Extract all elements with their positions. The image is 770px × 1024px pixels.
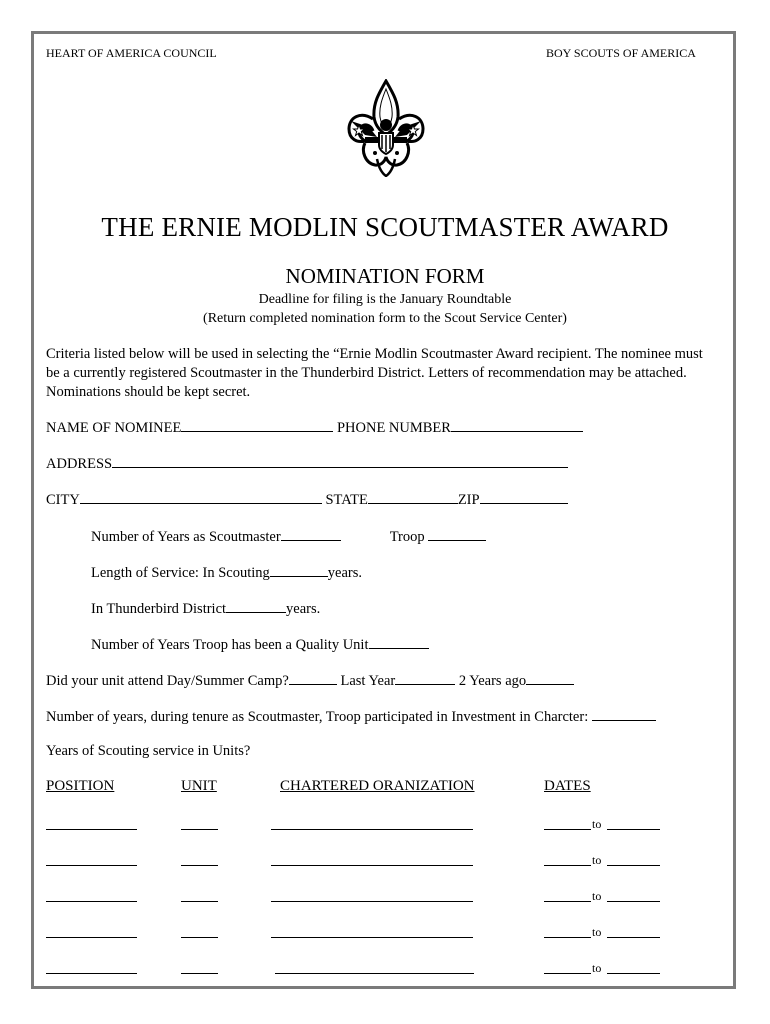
position-column-header: POSITION	[46, 778, 115, 794]
scoutmaster-years-label: Number of Years as Scoutmaster	[91, 529, 281, 545]
date-from-field[interactable]	[544, 937, 591, 938]
service-length-field[interactable]	[270, 563, 328, 577]
investment-field[interactable]	[592, 707, 656, 721]
chartered-org-field[interactable]	[271, 901, 473, 902]
investment-row	[46, 707, 656, 726]
award-title: THE ERNIE MODLIN SCOUTMASTER AWARD	[101, 212, 669, 242]
service-length-label: Length of Service: In Scouting	[91, 565, 270, 581]
quality-unit-label: Number of Years Troop has been a Quality Unit	[91, 637, 369, 653]
scoutmaster-years-field[interactable]	[281, 527, 341, 541]
unit-field[interactable]	[181, 901, 218, 902]
date-to-field[interactable]	[607, 937, 660, 938]
bsa-emblem-icon	[343, 79, 429, 177]
date-to-label: to	[592, 889, 602, 903]
date-to-field[interactable]	[607, 901, 660, 902]
city-field[interactable]	[80, 490, 322, 504]
date-from-field[interactable]	[544, 901, 591, 902]
thunderbird-label: In Thunderbird District	[91, 601, 227, 617]
nominee-row	[46, 418, 583, 437]
camp-row	[46, 671, 574, 690]
camp-field[interactable]	[289, 671, 337, 685]
date-to-label: to	[592, 853, 602, 867]
chartered-org-field[interactable]	[271, 865, 473, 866]
city-label: CITY	[46, 492, 80, 508]
address-field[interactable]	[112, 454, 568, 468]
years-suffix: years.	[327, 565, 363, 581]
phone-field[interactable]	[451, 418, 583, 432]
thunderbird-row	[91, 599, 320, 618]
address-label: ADDRESS	[46, 456, 113, 472]
unit-field[interactable]	[181, 973, 218, 974]
deadline-note: Deadline for filing is the January Roundtable	[258, 292, 512, 307]
date-from-field[interactable]	[544, 973, 591, 974]
unit-field[interactable]	[181, 829, 218, 830]
two-years-ago-field[interactable]	[526, 671, 574, 685]
unit-column-header: UNIT	[181, 778, 217, 794]
date-to-label: to	[592, 961, 602, 975]
organization-name: BOY SCOUTS OF AMERICA	[546, 46, 696, 60]
chartered-org-field[interactable]	[271, 829, 473, 830]
quality-unit-row	[91, 635, 429, 654]
chartered-org-field[interactable]	[275, 973, 474, 974]
troop-field[interactable]	[428, 527, 486, 541]
form-subtitle: NOMINATION FORM	[285, 264, 485, 288]
nominee-name-field[interactable]	[181, 418, 333, 432]
date-from-field[interactable]	[544, 829, 591, 830]
last-year-field[interactable]	[395, 671, 455, 685]
quality-unit-field[interactable]	[369, 635, 429, 649]
nominee-name-label: NAME OF NOMINEE	[46, 420, 182, 436]
criteria-paragraph: Criteria listed below will be used in selecting the “Ernie Modlin Scoutmaster Award recipient. The nominee must be a currently registered Scoutmaster in the Thunderbird District. Letters of recommendation may be attached. Nominations should be kept secret.	[46, 346, 703, 400]
date-to-label: to	[592, 925, 602, 939]
position-field[interactable]	[46, 901, 137, 902]
position-field[interactable]	[46, 865, 137, 866]
service-length-row	[91, 563, 362, 582]
city-row	[46, 490, 568, 509]
investment-label: Number of years, during tenure as Scoutmaster, Troop participated in Investment in Charcter:	[46, 709, 589, 725]
units-service-label: Years of Scouting service in Units?	[46, 743, 251, 759]
date-to-field[interactable]	[607, 865, 660, 866]
date-from-field[interactable]	[544, 865, 591, 866]
date-to-field[interactable]	[607, 973, 660, 974]
position-field[interactable]	[46, 973, 137, 974]
position-field[interactable]	[46, 829, 137, 830]
phone-label: PHONE NUMBER	[336, 420, 451, 436]
troop-label: Troop	[389, 529, 425, 545]
return-note: (Return completed nomination form to the Scout Service Center)	[203, 311, 567, 326]
last-year-label: Last Year	[340, 673, 396, 689]
date-to-label: to	[592, 817, 602, 831]
state-field[interactable]	[368, 490, 458, 504]
state-label: STATE	[325, 492, 368, 508]
dates-column-header: DATES	[544, 778, 591, 794]
chartered-org-field[interactable]	[271, 937, 473, 938]
thunderbird-years-field[interactable]	[226, 599, 286, 613]
two-years-ago-label: 2 Years ago	[458, 673, 527, 689]
scoutmaster-years-row	[91, 527, 486, 546]
chartered-org-column-header: CHARTERED ORANIZATION	[280, 778, 475, 794]
council-name: HEART OF AMERICA COUNCIL	[46, 46, 217, 60]
unit-field[interactable]	[181, 865, 218, 866]
address-row	[46, 454, 568, 473]
date-to-field[interactable]	[607, 829, 660, 830]
position-field[interactable]	[46, 937, 137, 938]
unit-field[interactable]	[181, 937, 218, 938]
camp-label: Did your unit attend Day/Summer Camp?	[46, 673, 289, 689]
zip-field[interactable]	[480, 490, 568, 504]
years-suffix: years.	[286, 601, 321, 617]
zip-label: ZIP	[457, 492, 480, 508]
